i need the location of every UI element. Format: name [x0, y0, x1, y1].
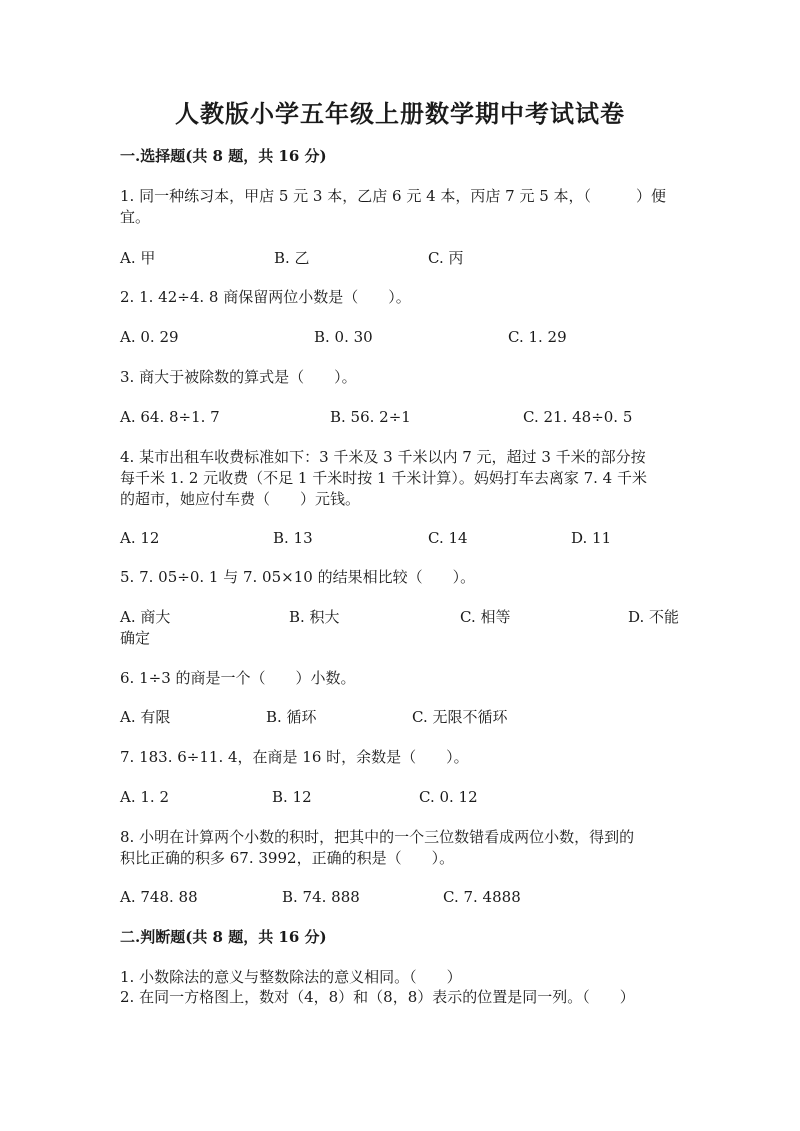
question-5-option-b: B. 积大 [289, 608, 340, 626]
question-6-line-1: 6. 1÷3 的商是一个（ ）小数。 [120, 669, 356, 687]
section-heading-judgement: 二.判断题(共 8 题，共 16 分) [120, 928, 327, 946]
question-2-option-c: C. 1. 29 [508, 328, 567, 346]
question-7-option-c: C. 0. 12 [419, 788, 478, 806]
question-8-option-a: A. 748. 88 [120, 888, 198, 906]
question-5-option-d-wrap: 确定 [120, 629, 151, 647]
question-8-option-c: C. 7. 4888 [443, 888, 521, 906]
question-6-option-b: B. 循环 [266, 708, 317, 726]
question-7-option-a: A. 1. 2 [120, 788, 169, 806]
question-7-option-b: B. 12 [272, 788, 312, 806]
question-8-line-1: 8. 小明在计算两个小数的积时，把其中的一个三位数错看成两位小数，得到的 [120, 828, 635, 846]
question-6-option-c: C. 无限不循环 [412, 708, 508, 726]
judgement-question-2: 2. 在同一方格图上，数对（4，8）和（8，8）表示的位置是同一列。（ ） [120, 988, 635, 1006]
question-4-option-c: C. 14 [428, 529, 468, 547]
question-2-option-a: A. 0. 29 [120, 328, 179, 346]
question-1-line-2: 宜。 [120, 208, 151, 226]
question-2-line-1: 2. 1. 42÷4. 8 商保留两位小数是（ ）。 [120, 288, 411, 306]
question-3-line-1: 3. 商大于被除数的算式是（ ）。 [120, 368, 357, 386]
page-title: 人教版小学五年级上册数学期中考试试卷 [175, 99, 625, 128]
question-4-option-a: A. 12 [120, 529, 160, 547]
question-5-option-d: D. 不能 [628, 608, 680, 626]
question-4-option-d: D. 11 [571, 529, 612, 547]
question-5-line-1: 5. 7. 05÷0. 1 与 7. 05×10 的结果相比较（ ）。 [120, 568, 476, 586]
question-2-option-b: B. 0. 30 [314, 328, 373, 346]
judgement-question-1: 1. 小数除法的意义与整数除法的意义相同。（ ） [120, 968, 462, 986]
question-4-line-3: 的超市，她应付车费（ ）元钱。 [120, 490, 361, 508]
question-3-option-b: B. 56. 2÷1 [330, 408, 411, 426]
question-4-option-b: B. 13 [273, 529, 313, 547]
question-1-option-a: A. 甲 [120, 249, 156, 267]
question-8-option-b: B. 74. 888 [282, 888, 360, 906]
question-7-line-1: 7. 183. 6÷11. 4，在商是 16 时，余数是（ ）。 [120, 748, 469, 766]
question-5-option-a: A. 商大 [120, 608, 171, 626]
question-1-option-b: B. 乙 [274, 249, 310, 267]
question-3-option-c: C. 21. 48÷0. 5 [523, 408, 633, 426]
question-3-option-a: A. 64. 8÷1. 7 [120, 408, 220, 426]
question-4-line-2: 每千米 1. 2 元收费（不足 1 千米时按 1 千米计算）。妈妈打车去离家 7. 4 千米 [120, 469, 647, 487]
question-8-line-2: 积比正确的积多 67. 3992，正确的积是（ ）。 [120, 849, 455, 867]
question-5-option-c: C. 相等 [460, 608, 511, 626]
section-heading-choice: 一.选择题(共 8 题，共 16 分) [120, 147, 327, 165]
question-1-option-c: C. 丙 [428, 249, 464, 267]
question-4-line-1: 4. 某市出租车收费标准如下：3 千米及 3 千米以内 7 元，超过 3 千米的部分按 [120, 448, 646, 466]
question-1-line-1: 1. 同一种练习本，甲店 5 元 3 本，乙店 6 元 4 本，丙店 7 元 5 本，（ ）便 [120, 187, 667, 205]
question-6-option-a: A. 有限 [120, 708, 171, 726]
